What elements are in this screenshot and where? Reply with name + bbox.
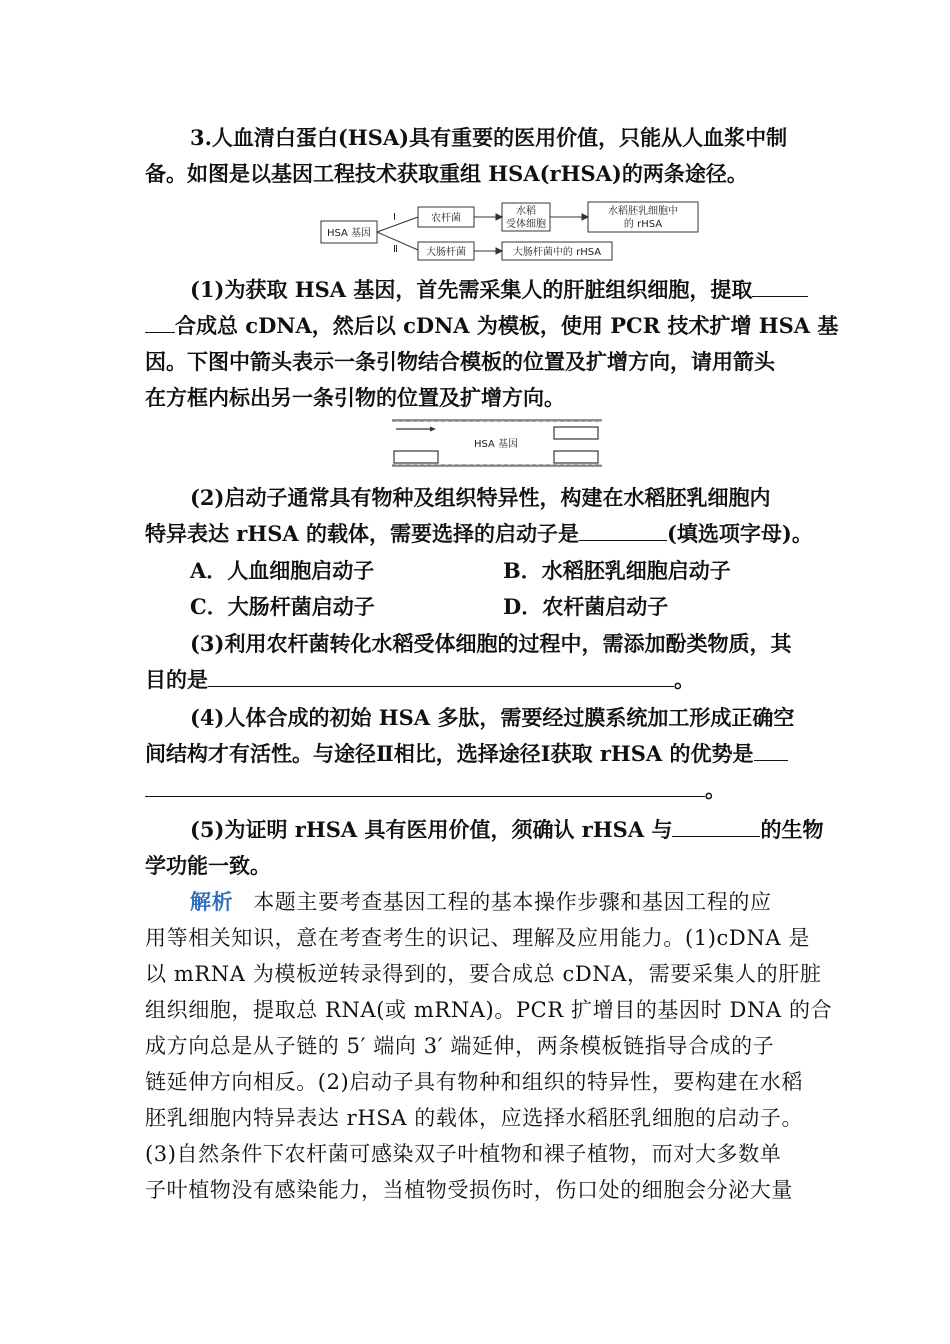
q5-blank[interactable] — [672, 814, 760, 837]
q2-text-1: 特异表达 rHSA 的载体，需要选择的启动子是 — [145, 521, 579, 546]
q3-text-2: 。 — [674, 667, 695, 692]
path-1-label: Ⅰ — [393, 212, 396, 223]
pcr-template-diagram — [392, 418, 604, 470]
q2-line-1: (2)启动子通常具有物种及组织特异性，构建在水稻胚乳细胞内 — [190, 485, 771, 510]
q3-line-2 — [145, 662, 810, 698]
ecoli-label: 大肠杆菌 — [426, 247, 466, 258]
q2-blank[interactable] — [579, 518, 667, 541]
q4-blank-part-1[interactable] — [754, 738, 788, 761]
analysis-line-8: (3)自然条件下农杆菌可感染双子叶植物和裸子植物，而对大多数单 — [145, 1142, 782, 1166]
analysis-line-1 — [190, 884, 810, 920]
q1-line-1 — [190, 272, 810, 308]
q4-line-2 — [145, 736, 810, 772]
answer-box-bottom-left — [394, 451, 438, 463]
q1-text-2: 合成总 cDNA，然后以 cDNA 为模板，使用 PCR 技术扩增 HSA 基 — [175, 313, 839, 338]
option-b: B．水稻胚乳细胞启动子 — [503, 558, 731, 583]
option-c: C．大肠杆菌启动子 — [190, 594, 375, 619]
q3-blank[interactable] — [208, 664, 674, 687]
pcr-gene-label: HSA 基因 — [473, 439, 519, 450]
q1-line-3: 因。下图中箭头表示一条引物结合模板的位置及扩增方向，请用箭头 — [145, 349, 775, 374]
agro-label: 农杆菌 — [431, 213, 461, 224]
analysis-line-6: 链延伸方向相反。(2)启动子具有物种和组织的特异性，要构建在水稻 — [145, 1070, 803, 1094]
rice-label-2: 受体细胞 — [506, 219, 546, 230]
q4-text-1: 间结构才有活性。与途径Ⅱ相比，选择途径Ⅰ获取 rHSA 的优势是 — [145, 741, 754, 766]
question-stem-line-2: 备。如图是以基因工程技术获取重组 HSA(rHSA)的两条途径。 — [145, 161, 748, 186]
result1-label-2: 的 rHSA — [623, 219, 663, 230]
q1-blank-part-1[interactable] — [752, 274, 808, 297]
q1-line-4: 在方框内标出另一条引物的位置及扩增方向。 — [145, 385, 565, 410]
analysis-line-4: 组织细胞，提取总 RNA(或 mRNA)。PCR 扩增目的基因时 DNA 的合 — [145, 998, 833, 1022]
analysis-text-1: 本题主要考查基因工程的基本操作步骤和基因工程的应 — [253, 890, 772, 914]
q1-line-2 — [145, 308, 839, 344]
q2-text-2: (填选项字母)。 — [667, 521, 813, 546]
option-a: A．人血细胞启动子 — [190, 558, 375, 583]
option-d: D．农杆菌启动子 — [503, 594, 669, 619]
result1-label-1: 水稻胚乳细胞中 — [608, 206, 678, 217]
q3-line-1: (3)利用农杆菌转化水稻受体细胞的过程中，需添加酚类物质，其 — [190, 631, 792, 656]
q5-line-1 — [190, 812, 824, 848]
rice-label-1: 水稻 — [516, 206, 536, 217]
result2-label: 大肠杆菌中的 rHSA — [512, 247, 602, 258]
answer-box-bottom-right — [554, 451, 598, 463]
path-2-label: Ⅱ — [393, 244, 398, 255]
q2-line-2 — [145, 516, 813, 552]
q5-text-2: 的生物 — [760, 817, 824, 842]
analysis-line-5: 成方向总是从子链的 5′ 端向 3′ 端延伸，两条模板链指导合成的子 — [145, 1034, 775, 1058]
q5-line-2: 学功能一致。 — [145, 853, 271, 878]
q1-blank-part-2[interactable] — [145, 310, 175, 333]
analysis-line-2: 用等相关知识，意在考查考生的识记、理解及应用能力。(1)cDNA 是 — [145, 926, 810, 950]
q5-text-1: (5)为证明 rHSA 具有医用价值，须确认 rHSA 与 — [190, 817, 673, 842]
q4-blank-part-2[interactable] — [145, 774, 705, 797]
q4-line-1: (4)人体合成的初始 HSA 多肽，需要经过膜系统加工形成正确空 — [190, 705, 795, 730]
analysis-keyword: 解析 — [190, 889, 234, 914]
analysis-line-9: 子叶植物没有感染能力，当植物受损伤时，伤口处的细胞会分泌大量 — [145, 1178, 793, 1202]
pathway-diagram — [320, 198, 700, 266]
analysis-line-7: 胚乳细胞内特异表达 rHSA 的载体，应选择水稻胚乳细胞的启动子。 — [145, 1106, 804, 1130]
q1-text-1: (1)为获取 HSA 基因，首先需采集人的肝脏组织细胞，提取 — [190, 277, 753, 302]
answer-box-top-right — [554, 427, 598, 439]
q4-line-3 — [145, 772, 810, 808]
q4-text-2: 。 — [705, 777, 726, 802]
flow-start-label: HSA 基因 — [326, 228, 372, 239]
q3-text-1: 目的是 — [145, 667, 208, 692]
question-stem-line-1: 3.人血清白蛋白(HSA)具有重要的医用价值，只能从人血浆中制 — [190, 125, 788, 150]
analysis-line-3: 以 mRNA 为模板逆转录得到的，要合成总 cDNA，需要采集人的肝脏 — [145, 962, 822, 986]
